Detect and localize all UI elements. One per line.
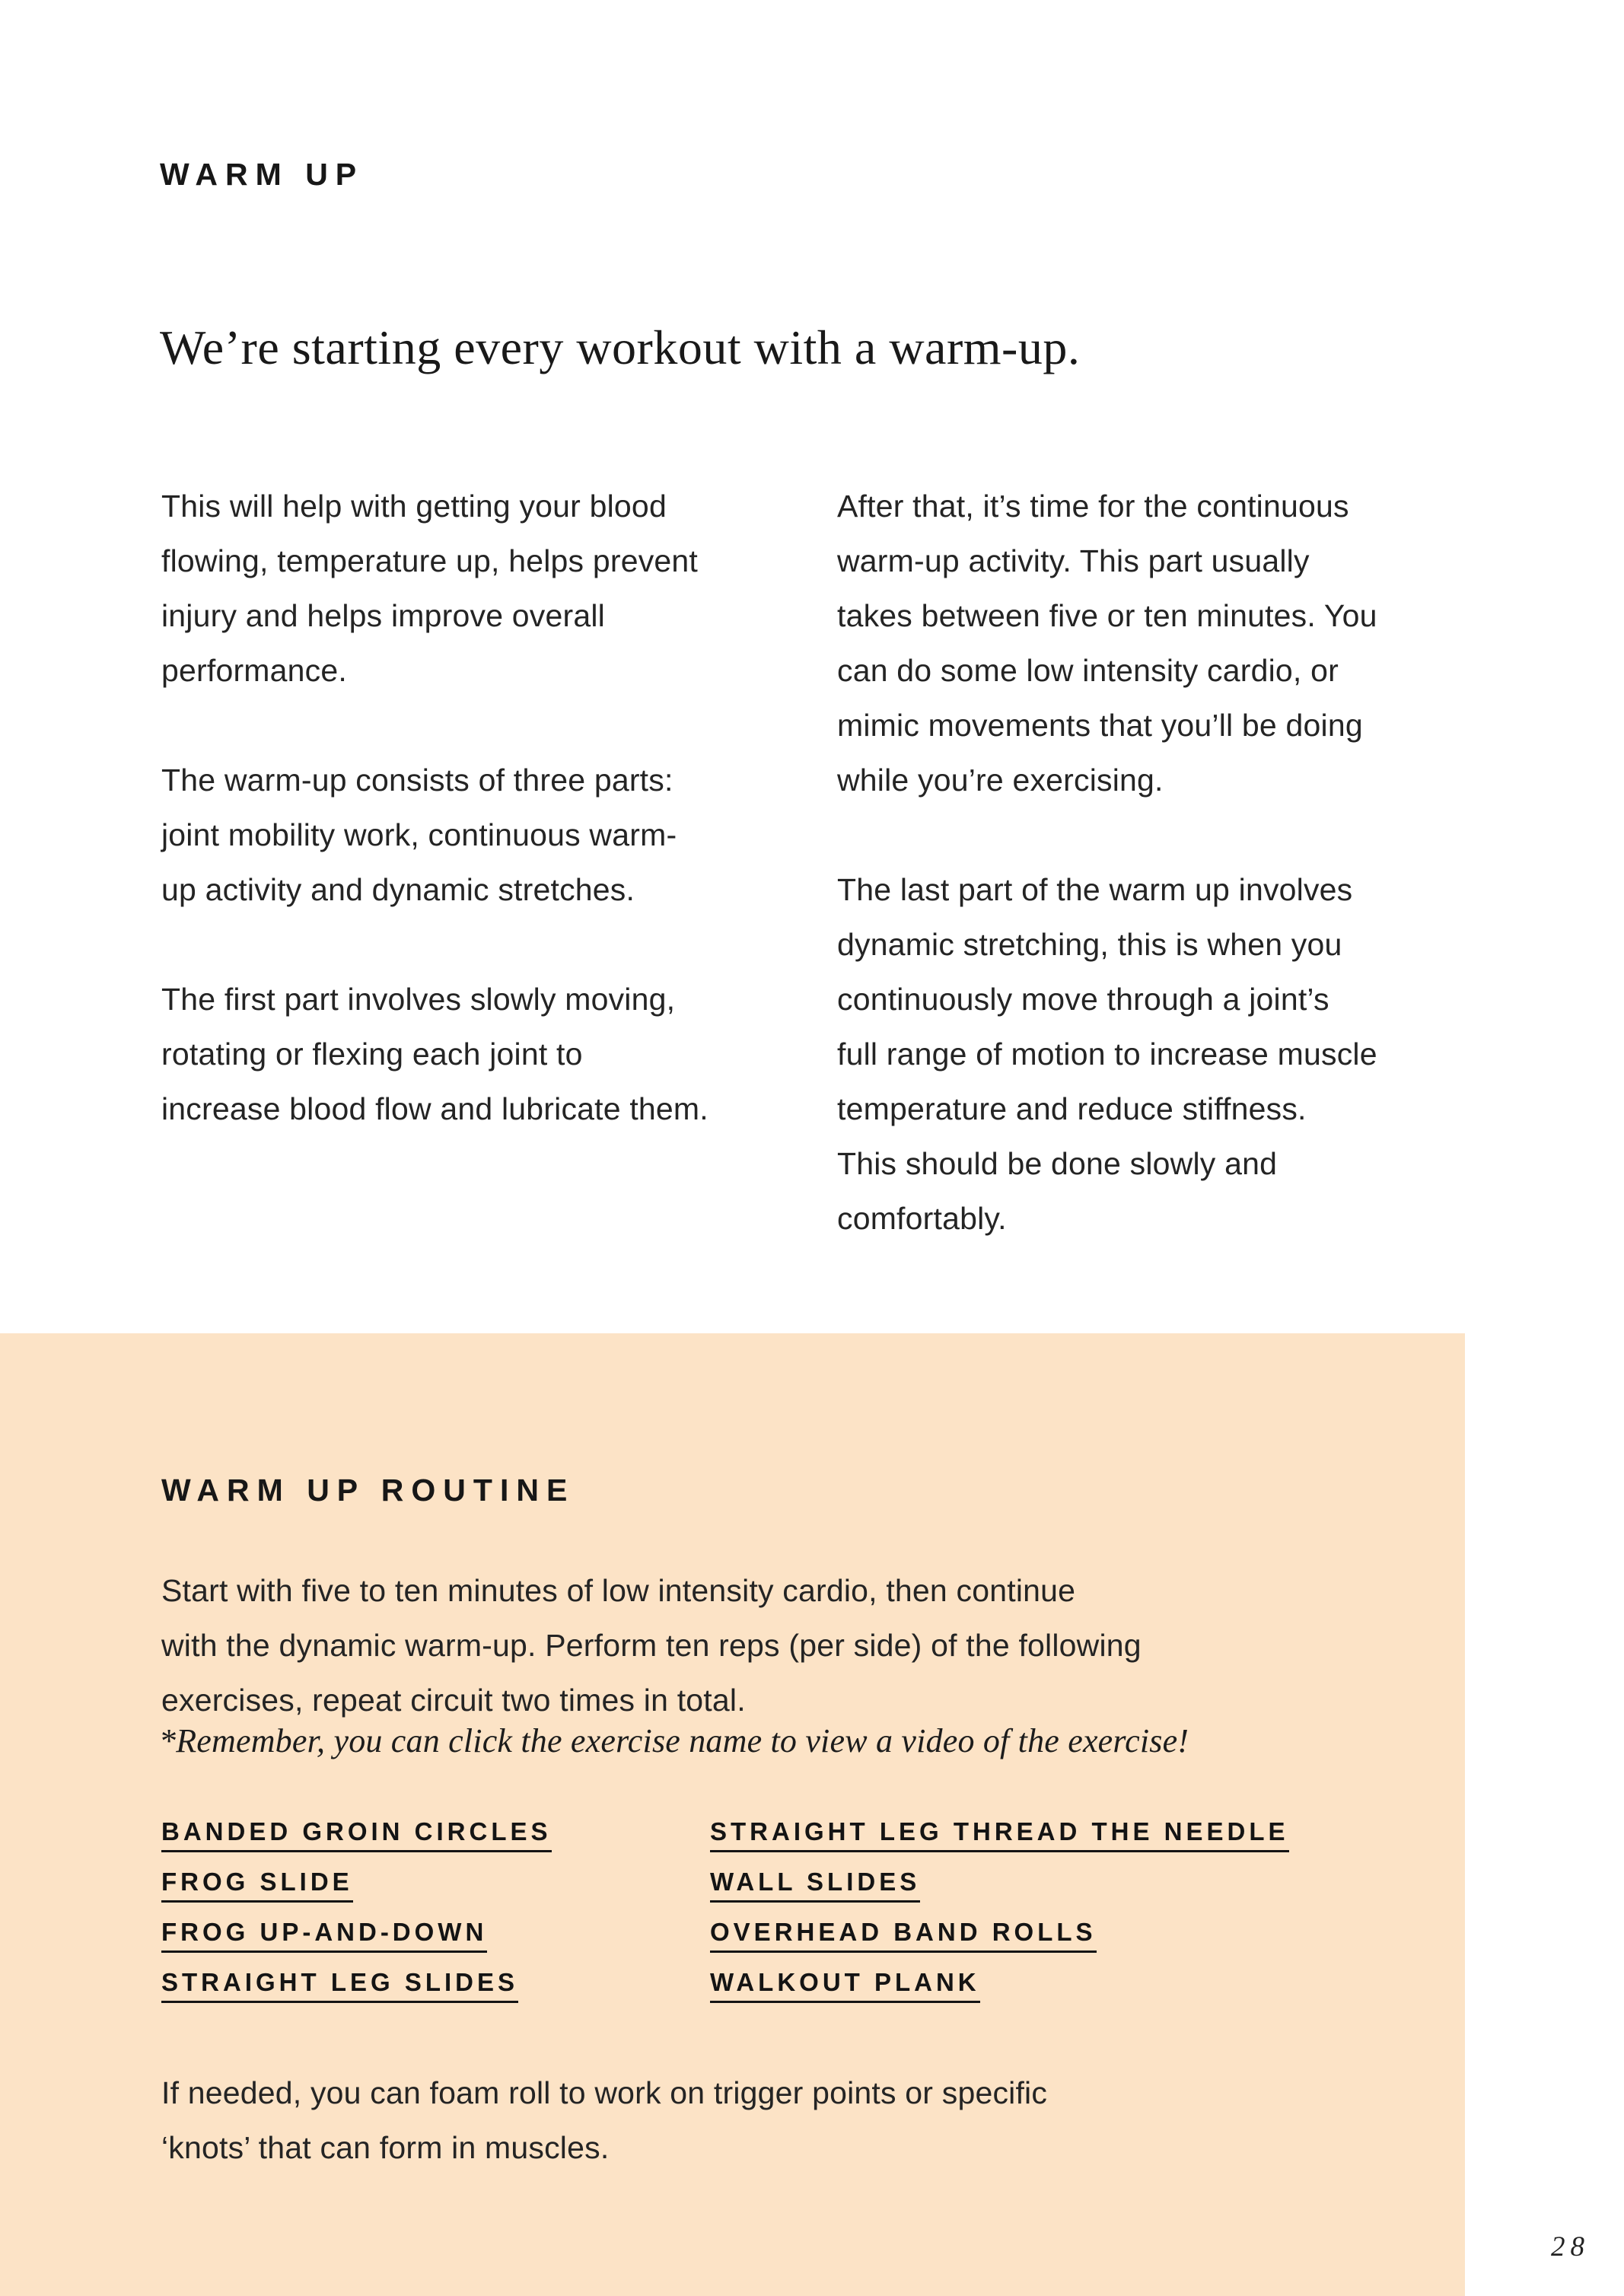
- page-title: We’re starting every workout with a warm-up.: [160, 320, 1081, 374]
- exercise-link-overhead-band-rolls[interactable]: OVERHEAD BAND ROLLS: [710, 1919, 1097, 1953]
- text-line: comfortably.: [837, 1201, 1007, 1236]
- routine-outro: [161, 2065, 1047, 2175]
- intro-right-column: [837, 479, 1484, 1301]
- exercise-links-left-column: [161, 1819, 710, 2020]
- text-line: temperature and reduce stiffness.: [837, 1091, 1307, 1126]
- routine-note: *Remember, you can click the exercise name to view a video of the exercise!: [159, 1722, 1189, 1759]
- text-line: continuously move through a joint’s: [837, 982, 1329, 1017]
- text-line: ‘knots’ that can form in muscles.: [161, 2130, 610, 2165]
- text-line: with the dynamic warm-up. Perform ten reps (per side) of the following: [161, 1628, 1142, 1663]
- page-number: 28: [1551, 2231, 1590, 2263]
- text-line: mimic movements that you’ll be doing: [837, 708, 1363, 743]
- text-line: dynamic stretching, this is when you: [837, 927, 1342, 962]
- warm-up-routine-panel: [0, 1333, 1465, 2296]
- exercise-link-banded-groin-circles[interactable]: BANDED GROIN CIRCLES: [161, 1819, 552, 1852]
- routine-kicker: WARM UP ROUTINE: [161, 1473, 575, 1508]
- intro-columns: [161, 479, 1484, 1301]
- paragraph: [837, 479, 1484, 807]
- text-line: increase blood flow and lubricate them.: [161, 1091, 709, 1126]
- text-line: can do some low intensity cardio, or: [837, 653, 1339, 688]
- text-line: up activity and dynamic stretches.: [161, 872, 635, 907]
- text-line: rotating or flexing each joint to: [161, 1037, 583, 1072]
- intro-left-column: [161, 479, 808, 1301]
- exercise-links-right-column: [710, 1819, 1289, 2020]
- text-line: exercises, repeat circuit two times in total.: [161, 1683, 746, 1718]
- paragraph: [161, 972, 808, 1136]
- paragraph: [837, 862, 1484, 1246]
- text-line: After that, it’s time for the continuous: [837, 489, 1349, 524]
- exercise-link-straight-leg-thread-the-needle[interactable]: STRAIGHT LEG THREAD THE NEEDLE: [710, 1819, 1289, 1852]
- exercise-link-frog-slide[interactable]: FROG SLIDE: [161, 1869, 353, 1903]
- exercise-links: [161, 1819, 1289, 2020]
- text-line: Start with five to ten minutes of low intensity cardio, then continue: [161, 1573, 1076, 1608]
- paragraph: [161, 479, 808, 698]
- text-line: injury and helps improve overall: [161, 598, 605, 633]
- text-line: while you’re exercising.: [837, 763, 1164, 798]
- section-kicker: WARM UP: [160, 157, 365, 192]
- text-line: warm-up activity. This part usually: [837, 543, 1310, 578]
- paragraph: [161, 753, 808, 917]
- exercise-link-straight-leg-slides[interactable]: STRAIGHT LEG SLIDES: [161, 1970, 518, 2003]
- exercise-link-walkout-plank[interactable]: WALKOUT PLANK: [710, 1970, 980, 2003]
- text-line: The warm-up consists of three parts:: [161, 763, 673, 798]
- text-line: This should be done slowly and: [837, 1146, 1278, 1181]
- text-line: This will help with getting your blood: [161, 489, 667, 524]
- routine-intro: [161, 1563, 1142, 1728]
- text-line: performance.: [161, 653, 347, 688]
- text-line: If needed, you can foam roll to work on trigger points or specific: [161, 2075, 1048, 2110]
- text-line: The last part of the warm up involves: [837, 872, 1353, 907]
- text-line: flowing, temperature up, helps prevent: [161, 543, 699, 578]
- text-line: takes between five or ten minutes. You: [837, 598, 1377, 633]
- text-line: full range of motion to increase muscle: [837, 1037, 1377, 1072]
- exercise-link-wall-slides[interactable]: WALL SLIDES: [710, 1869, 920, 1903]
- text-line: joint mobility work, continuous warm-: [161, 817, 677, 852]
- text-line: The first part involves slowly moving,: [161, 982, 676, 1017]
- exercise-link-frog-up-and-down[interactable]: FROG UP-AND-DOWN: [161, 1919, 487, 1953]
